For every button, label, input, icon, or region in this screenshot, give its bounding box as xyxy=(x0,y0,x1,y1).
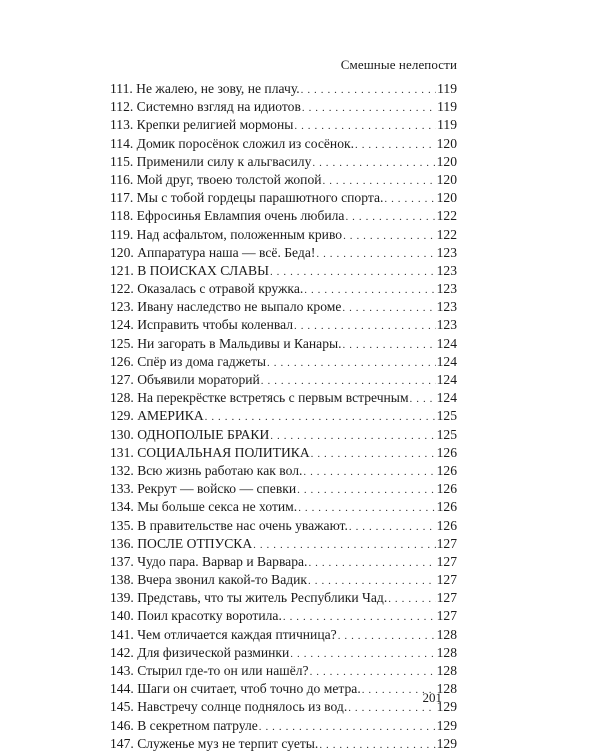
toc-entry xyxy=(110,571,457,589)
toc-entry-title: 111. Не жалею, не зову, не плачу. xyxy=(110,81,300,96)
page-number: 201 xyxy=(422,690,442,705)
toc-entry xyxy=(110,389,457,407)
toc-entry-page: 125 xyxy=(436,426,457,442)
toc-entry xyxy=(110,662,457,680)
toc-entry-title: 132. Всю жизнь работаю как вол. xyxy=(110,462,303,478)
dot-leader xyxy=(303,462,435,481)
toc-entry-page: 123 xyxy=(436,281,457,297)
dot-leader xyxy=(294,316,436,335)
toc-entry-title: 131. СОЦИАЛЬНАЯ ПОЛИТИКА xyxy=(110,444,310,460)
dot-leader xyxy=(304,280,435,299)
toc-entry-title: 140. Поил красотку воротила. xyxy=(110,608,282,624)
toc-entry-page: 128 xyxy=(436,626,457,642)
toc-entry xyxy=(110,153,457,171)
dot-leader xyxy=(312,153,435,172)
toc-entry xyxy=(110,553,457,571)
toc-entry-page: 120 xyxy=(436,190,457,206)
dot-leader xyxy=(349,517,436,536)
dot-leader xyxy=(338,626,436,645)
toc-entry xyxy=(110,335,457,353)
toc-entry-page: 127 xyxy=(436,572,457,588)
toc-entry-page: 122 xyxy=(436,226,457,242)
toc-entry xyxy=(110,589,457,607)
toc-entry-page: 126 xyxy=(436,499,457,515)
toc-entry xyxy=(110,735,457,753)
toc-entry-title: 142. Для физической разминки xyxy=(110,644,290,660)
toc-entry-page: 129 xyxy=(436,699,457,715)
toc-entry-page: 127 xyxy=(436,590,457,606)
dot-leader xyxy=(343,226,436,245)
toc-entry-title: 128. На перекрёстке встретясь с первым встречным xyxy=(110,390,409,406)
toc-entry-page: 123 xyxy=(436,244,457,260)
dot-leader xyxy=(323,171,436,190)
toc-entry xyxy=(110,80,457,98)
toc-entry-title: 123. Ивану наследство не выпало кроме xyxy=(110,299,342,315)
toc-entry xyxy=(110,371,457,389)
toc-entry-title: 113. Крепки религией мормоны xyxy=(110,117,294,133)
dot-leader xyxy=(345,207,435,226)
toc-entry-page: 123 xyxy=(436,299,457,315)
toc-entry-page: 120 xyxy=(436,135,457,151)
toc-entry-page: 120 xyxy=(436,153,457,169)
dot-leader xyxy=(290,644,435,663)
toc-entry-title: 133. Рекрут — войско — спевки xyxy=(110,481,297,497)
toc-entry xyxy=(110,207,457,225)
toc-entry-title: 145. Навстречу солнце поднялось из вод. xyxy=(110,699,348,715)
dot-leader xyxy=(316,244,435,263)
toc-entry-page: 129 xyxy=(436,717,457,733)
toc-entry-page: 123 xyxy=(436,317,457,333)
toc-entry xyxy=(110,116,457,134)
toc-entry-title: 116. Мой друг, твоею толстой жопой xyxy=(110,171,322,187)
dot-leader xyxy=(297,480,435,499)
dot-leader xyxy=(311,444,436,463)
dot-leader xyxy=(342,298,435,317)
toc-entry xyxy=(110,680,457,698)
toc-entry-title: 125. Ни загорать в Мальдивы и Канары. xyxy=(110,335,342,351)
toc-entry-title: 124. Исправить чтобы коленвал xyxy=(110,317,294,333)
toc-entry-title: 138. Вчера звонил какой-то Вадик xyxy=(110,572,308,588)
toc-entry xyxy=(110,226,457,244)
dot-leader xyxy=(298,498,435,517)
toc-entry-title: 117. Мы с тобой гордецы парашютного спорта. xyxy=(110,190,384,206)
dot-leader xyxy=(301,80,436,99)
toc-entry-title: 115. Применили силу к альгвасилу xyxy=(110,153,312,169)
toc-entry-title: 143. Стырил где-то он или нашёл? xyxy=(110,663,309,678)
toc-entry xyxy=(110,298,457,316)
running-header: Смешные нелепости xyxy=(340,57,457,72)
toc-entry-page: 124 xyxy=(436,335,457,351)
dot-leader xyxy=(267,353,436,372)
toc-entry xyxy=(110,480,457,498)
toc-entry-page: 125 xyxy=(436,408,457,424)
toc-entry-title: 112. Системно взгляд на идиотов xyxy=(110,99,301,115)
dot-leader xyxy=(319,735,435,754)
dot-leader xyxy=(294,116,436,135)
toc-entry-title: 137. Чудо пара. Варвар и Варвара. xyxy=(110,553,308,569)
toc-entry-page: 119 xyxy=(437,99,457,115)
toc-entry xyxy=(110,426,457,444)
toc-entry-page: 128 xyxy=(436,644,457,660)
toc-entry-page: 127 xyxy=(436,535,457,551)
toc-entry xyxy=(110,444,457,462)
toc-entry-page: 124 xyxy=(436,390,457,406)
toc-entry-title: 118. Ефросинья Евлампия очень любила xyxy=(110,208,345,224)
dot-leader xyxy=(205,407,436,426)
dot-leader xyxy=(253,535,435,554)
dot-leader xyxy=(355,135,436,154)
toc-entry xyxy=(110,498,457,516)
toc-entry-title: 139. Представь, что ты житель Республики Чад. xyxy=(110,590,388,606)
toc-entry xyxy=(110,244,457,262)
dot-leader xyxy=(343,335,436,354)
toc-entry-title: 121. В ПОИСКАХ СЛАВЫ xyxy=(110,262,269,278)
toc-entry-title: 141. Чем отличается каждая птичница? xyxy=(110,626,337,642)
toc-entry-page: 124 xyxy=(436,353,457,369)
toc-entry-page: 126 xyxy=(436,444,457,460)
dot-leader xyxy=(310,662,436,681)
dot-leader xyxy=(270,262,436,281)
dot-leader xyxy=(384,189,435,208)
dot-leader xyxy=(410,389,436,408)
toc-entry-title: 147. Служенье муз не терпит суеты. xyxy=(110,735,319,751)
toc-entry-page: 126 xyxy=(436,481,457,497)
dot-leader xyxy=(388,589,435,608)
toc-entry-title: 129. АМЕРИКА xyxy=(110,408,204,424)
toc-entry xyxy=(110,353,457,371)
toc-entry-page: 128 xyxy=(436,663,457,678)
toc-entry-page: 120 xyxy=(436,171,457,187)
toc-entry xyxy=(110,189,457,207)
toc-entry-title: 122. Оказалась с отравой кружка. xyxy=(110,281,304,297)
toc-entry-page: 126 xyxy=(436,462,457,478)
toc-entry xyxy=(110,644,457,662)
dot-leader xyxy=(308,553,435,572)
toc-entry xyxy=(110,316,457,334)
toc-entry xyxy=(110,535,457,553)
toc-entry-title: 134. Мы больше секса не хотим. xyxy=(110,499,298,515)
toc-entry-title: 127. Объявили мораторий xyxy=(110,372,260,387)
toc-entry-title: 144. Шаги он считает, чтоб точно до метра. xyxy=(110,681,361,697)
toc-entry-title: 146. В секретном патруле xyxy=(110,717,258,733)
toc-entry xyxy=(110,717,457,735)
toc-entry-title: 136. ПОСЛЕ ОТПУСКА xyxy=(110,535,253,551)
toc-entry-title: 126. Спёр из дома гаджеты xyxy=(110,353,267,369)
toc-entry-page: 126 xyxy=(436,517,457,533)
toc-entry-title: 135. В правительстве нас очень уважают. xyxy=(110,517,348,533)
toc-entry-page: 127 xyxy=(436,553,457,569)
toc-entry-page: 119 xyxy=(437,117,457,133)
toc-entry-page: 124 xyxy=(436,372,457,387)
toc-entry-page: 123 xyxy=(436,262,457,278)
toc-entry xyxy=(110,462,457,480)
toc-entry xyxy=(110,407,457,425)
dot-leader xyxy=(259,717,436,736)
toc-entry xyxy=(110,280,457,298)
dot-leader xyxy=(302,98,436,117)
toc-entry xyxy=(110,626,457,644)
toc-entry xyxy=(110,98,457,116)
dot-leader xyxy=(283,607,436,626)
toc-entry xyxy=(110,517,457,535)
toc-entry-title: 119. Над асфальтом, положенным криво xyxy=(110,226,343,242)
toc-entry-title: 130. ОДНОПОЛЫЕ БРАКИ xyxy=(110,426,270,442)
toc-entry-page: 119 xyxy=(437,81,457,96)
dot-leader xyxy=(270,426,435,445)
dot-leader xyxy=(308,571,436,590)
toc-entry-title: 114. Домик поросёнок сложил из сосёнок. xyxy=(110,135,354,151)
toc-entry xyxy=(110,262,457,280)
toc-entry xyxy=(110,171,457,189)
toc-entry-page: 128 xyxy=(436,681,457,697)
toc-entry-page: 127 xyxy=(436,608,457,624)
toc-entry xyxy=(110,698,457,716)
toc-entry xyxy=(110,135,457,153)
toc-entry xyxy=(110,607,457,625)
table-of-contents xyxy=(110,80,457,753)
dot-leader xyxy=(261,371,436,390)
toc-entry-title: 120. Аппаратура наша — всё. Беда! xyxy=(110,244,316,260)
toc-entry-page: 129 xyxy=(436,735,457,751)
toc-entry-page: 122 xyxy=(436,208,457,224)
